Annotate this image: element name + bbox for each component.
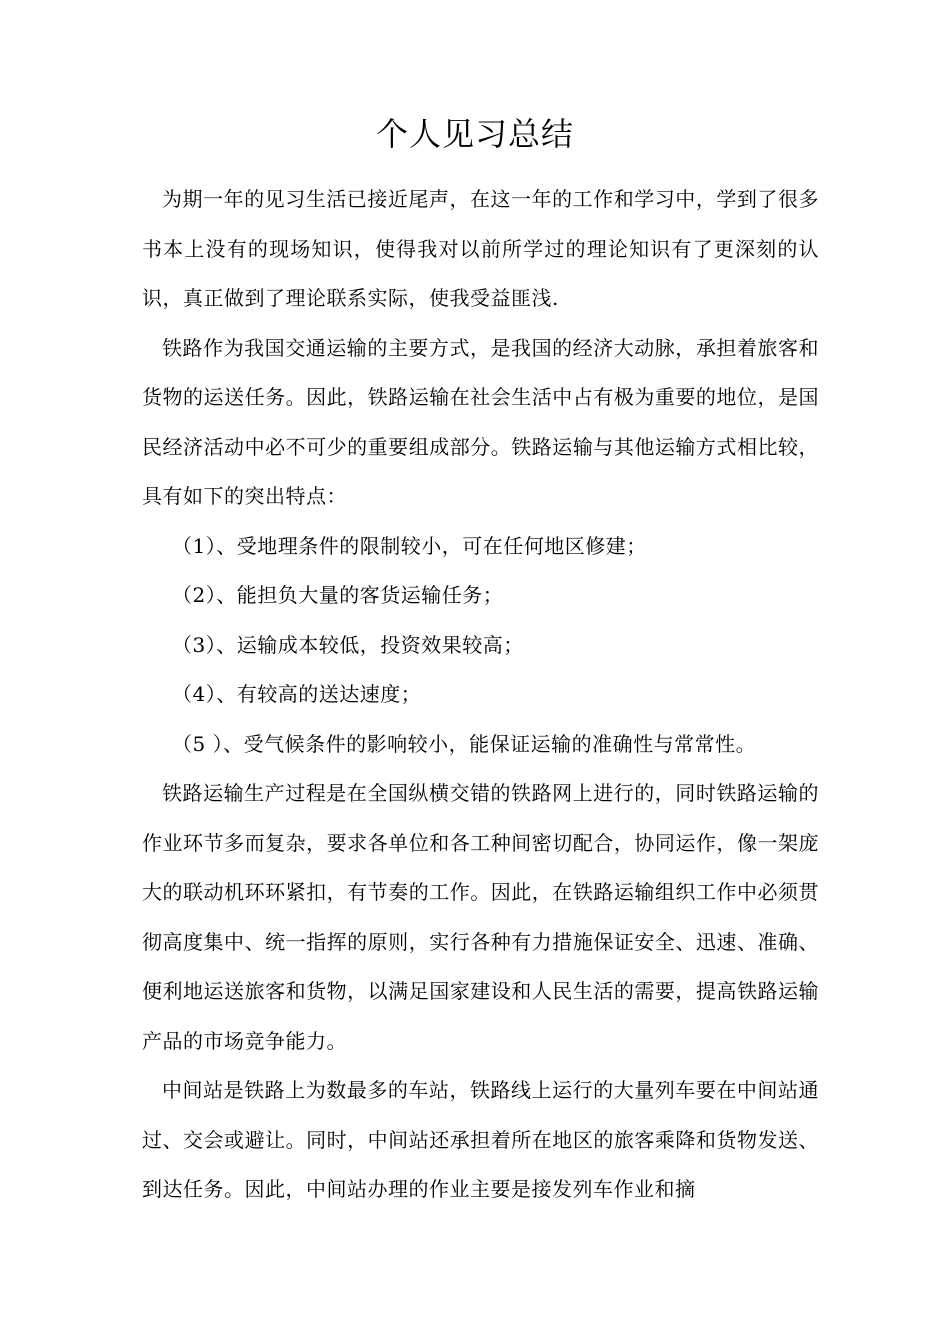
paragraph-intro: 为期一年的见习生活已接近尾声，在这一年的工作和学习中，学到了很多书本上没有的现场知识，使得我对以前所学过的理论知识有了更深刻的认识，真正做到了理论联系实际，使我受益匪浅. (142, 187, 819, 310)
feature-item-5: （5 ）、受气候条件的影响较小，能保证运输的准确性与常常性。 (172, 731, 757, 756)
feature-item-2: （2）、能担负大量的客货运输任务； (172, 583, 504, 607)
feature-item-1: （1）、受地理条件的限制较小，可在任何地区修建； (172, 533, 647, 558)
paragraph-intermediate-station: 中间站是铁路上为数最多的车站，铁路线上运行的大量列车要在中间站通过、交会或避让。同时，中间站还承担着所在地区的旅客乘降和货物发送、到达任务。因此，中间站办理的作业主要是接发列车作业和摘 (142, 1078, 819, 1201)
paragraph-transport-process: 铁路运输生产过程是在全国纵横交错的铁路网上进行的，同时铁路运输的作业环节多而复杂，要求各单位和各工种间密切配合，协同运作，像一架庞大的联动机环环紧扣，有节奏的工作。因此，在铁路运输组织工作中必须贯彻高度集中、统一指挥的原则，实行各种有力措施保证安全、迅速、准确、便利地运送旅客和货物，以满足国家建设和人民生活的需要，提高铁路运输产品的市场竞争能力。 (142, 781, 819, 1053)
paragraph-railway-role: 铁路作为我国交通运输的主要方式，是我国的经济大动脉，承担着旅客和货物的运送任务。因此，铁路运输在社会生活中占有极为重要的地位，是国民经济活动中必不可少的重要组成部分。铁路运输与其他运输方式相比较，具有如下的突出特点： (142, 335, 819, 508)
document-title: 个人见习总结 (375, 115, 574, 153)
feature-item-3: （3）、运输成本较低，投资效果较高； (172, 632, 524, 657)
feature-item-4: （4）、有较高的送达速度； (172, 682, 422, 706)
document-body (142, 175, 819, 1215)
